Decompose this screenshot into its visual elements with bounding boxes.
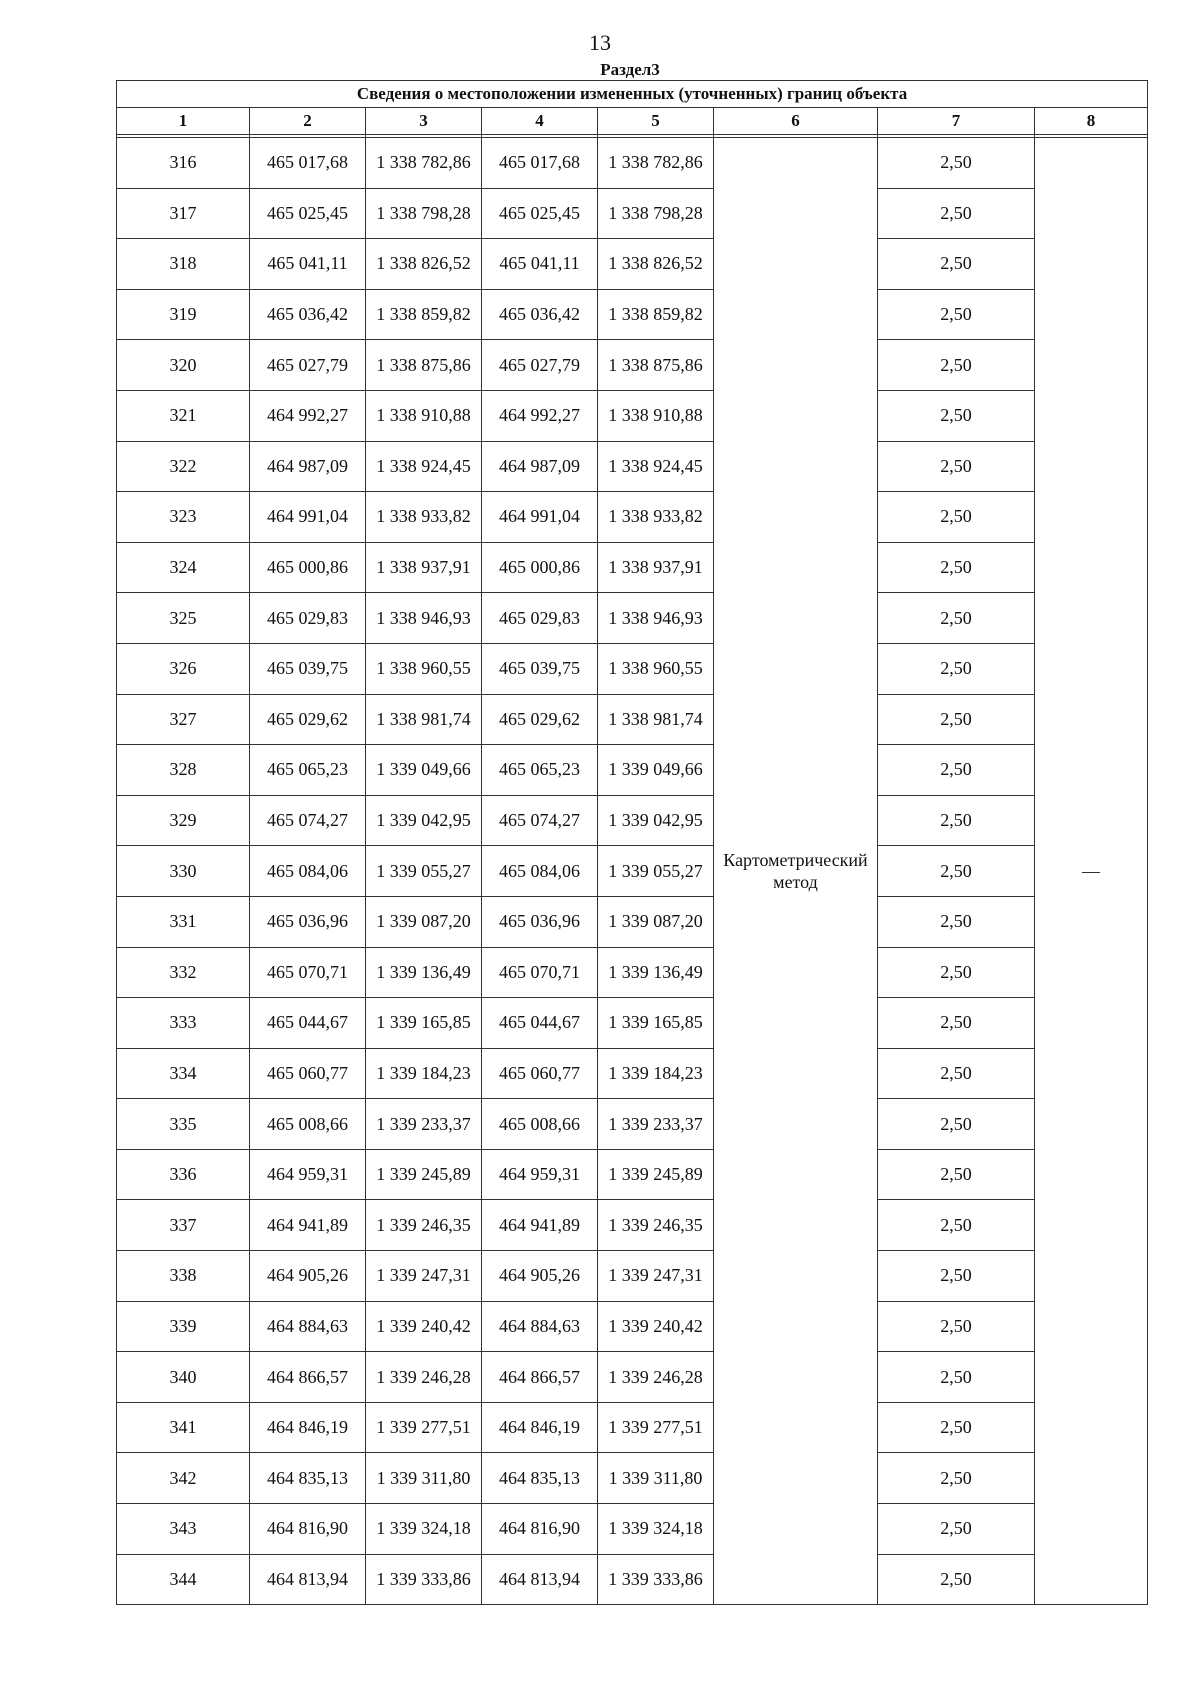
point-number-cell: 322: [117, 441, 250, 492]
existing-x-cell: 464 941,89: [250, 1200, 366, 1251]
existing-y-cell: 1 338 782,86: [366, 138, 482, 189]
existing-x-cell: 465 039,75: [250, 643, 366, 694]
refined-x-cell: 465 074,27: [482, 795, 598, 846]
refined-x-cell: 465 000,86: [482, 542, 598, 593]
point-number-cell: 336: [117, 1149, 250, 1200]
point-number-cell: 326: [117, 643, 250, 694]
point-number-cell: 327: [117, 694, 250, 745]
refined-x-cell: 464 992,27: [482, 390, 598, 441]
point-number-cell: 324: [117, 542, 250, 593]
existing-y-cell: 1 338 946,93: [366, 593, 482, 644]
existing-y-cell: 1 339 055,27: [366, 846, 482, 897]
point-number-cell: 325: [117, 593, 250, 644]
existing-x-cell: 464 866,57: [250, 1352, 366, 1403]
refined-y-cell: 1 338 937,91: [598, 542, 714, 593]
point-number-cell: 321: [117, 390, 250, 441]
refined-x-cell: 465 041,11: [482, 239, 598, 290]
accuracy-cell: 2,50: [878, 1200, 1035, 1251]
existing-x-cell: 465 017,68: [250, 138, 366, 189]
column-number-2: 2: [250, 108, 366, 135]
accuracy-cell: 2,50: [878, 896, 1035, 947]
existing-x-cell: 465 008,66: [250, 1099, 366, 1150]
refined-y-cell: 1 338 981,74: [598, 694, 714, 745]
point-number-cell: 317: [117, 188, 250, 239]
point-number-cell: 319: [117, 289, 250, 340]
point-number-cell: 339: [117, 1301, 250, 1352]
accuracy-cell: 2,50: [878, 390, 1035, 441]
refined-x-cell: 465 029,83: [482, 593, 598, 644]
point-number-cell: 316: [117, 138, 250, 189]
point-number-cell: 340: [117, 1352, 250, 1403]
refined-x-cell: 464 813,94: [482, 1554, 598, 1605]
accuracy-cell: 2,50: [878, 239, 1035, 290]
existing-y-cell: 1 339 311,80: [366, 1453, 482, 1504]
accuracy-cell: 2,50: [878, 745, 1035, 796]
refined-x-cell: 464 987,09: [482, 441, 598, 492]
point-number-cell: 318: [117, 239, 250, 290]
accuracy-cell: 2,50: [878, 643, 1035, 694]
existing-y-cell: 1 339 165,85: [366, 998, 482, 1049]
table-row: [117, 643, 1148, 694]
accuracy-cell: 2,50: [878, 289, 1035, 340]
existing-y-cell: 1 339 246,28: [366, 1352, 482, 1403]
refined-y-cell: 1 339 311,80: [598, 1453, 714, 1504]
refined-x-cell: 464 991,04: [482, 492, 598, 543]
table-row: [117, 542, 1148, 593]
refined-x-cell: 465 060,77: [482, 1048, 598, 1099]
refined-y-cell: 1 338 946,93: [598, 593, 714, 644]
refined-y-cell: 1 339 184,23: [598, 1048, 714, 1099]
page-number: 13: [589, 30, 611, 55]
existing-x-cell: 465 044,67: [250, 998, 366, 1049]
accuracy-cell: 2,50: [878, 441, 1035, 492]
point-number-cell: 334: [117, 1048, 250, 1099]
point-number-cell: 338: [117, 1251, 250, 1302]
accuracy-cell: 2,50: [878, 1048, 1035, 1099]
table-row: [117, 1301, 1148, 1352]
existing-y-cell: 1 339 233,37: [366, 1099, 482, 1150]
refined-y-cell: 1 339 233,37: [598, 1099, 714, 1150]
refined-x-cell: 465 039,75: [482, 643, 598, 694]
refined-x-cell: 465 027,79: [482, 340, 598, 391]
refined-x-cell: 465 029,62: [482, 694, 598, 745]
existing-x-cell: 464 905,26: [250, 1251, 366, 1302]
accuracy-cell: 2,50: [878, 542, 1035, 593]
existing-y-cell: 1 339 245,89: [366, 1149, 482, 1200]
table-row: [117, 340, 1148, 391]
table-row: [117, 745, 1148, 796]
refined-y-cell: 1 338 782,86: [598, 138, 714, 189]
existing-y-cell: 1 338 933,82: [366, 492, 482, 543]
existing-y-cell: 1 338 859,82: [366, 289, 482, 340]
existing-x-cell: 465 027,79: [250, 340, 366, 391]
accuracy-cell: 2,50: [878, 1251, 1035, 1302]
existing-y-cell: 1 339 136,49: [366, 947, 482, 998]
existing-x-cell: 464 884,63: [250, 1301, 366, 1352]
refined-x-cell: 464 941,89: [482, 1200, 598, 1251]
refined-y-cell: 1 338 960,55: [598, 643, 714, 694]
existing-x-cell: 465 084,06: [250, 846, 366, 897]
point-number-cell: 331: [117, 896, 250, 947]
table-row: [117, 1200, 1148, 1251]
table-row: [117, 795, 1148, 846]
refined-x-cell: 465 036,42: [482, 289, 598, 340]
accuracy-cell: 2,50: [878, 492, 1035, 543]
table-row: [117, 1402, 1148, 1453]
existing-y-cell: 1 339 333,86: [366, 1554, 482, 1605]
refined-y-cell: 1 339 165,85: [598, 998, 714, 1049]
refined-y-cell: 1 338 859,82: [598, 289, 714, 340]
table-row: [117, 492, 1148, 543]
accuracy-cell: 2,50: [878, 846, 1035, 897]
existing-y-cell: 1 338 937,91: [366, 542, 482, 593]
table-row: [117, 947, 1148, 998]
table-row: [117, 896, 1148, 947]
table-row: [117, 1352, 1148, 1403]
refined-x-cell: 465 065,23: [482, 745, 598, 796]
existing-y-cell: 1 338 875,86: [366, 340, 482, 391]
refined-y-cell: 1 339 246,35: [598, 1200, 714, 1251]
existing-y-cell: 1 338 826,52: [366, 239, 482, 290]
accuracy-cell: 2,50: [878, 795, 1035, 846]
table-row: [117, 1554, 1148, 1605]
existing-x-cell: 465 036,96: [250, 896, 366, 947]
existing-x-cell: 465 025,45: [250, 188, 366, 239]
boundary-coordinates-table: [116, 80, 1148, 1605]
accuracy-cell: 2,50: [878, 694, 1035, 745]
point-number-cell: 320: [117, 340, 250, 391]
accuracy-cell: 2,50: [878, 138, 1035, 189]
accuracy-cell: 2,50: [878, 1453, 1035, 1504]
accuracy-cell: 2,50: [878, 1301, 1035, 1352]
method-cell: Картометрический метод: [714, 138, 878, 1605]
existing-y-cell: 1 339 184,23: [366, 1048, 482, 1099]
column-number-7: 7: [878, 108, 1035, 135]
refined-x-cell: 464 866,57: [482, 1352, 598, 1403]
column-number-3: 3: [366, 108, 482, 135]
existing-x-cell: 465 060,77: [250, 1048, 366, 1099]
point-number-cell: 333: [117, 998, 250, 1049]
accuracy-cell: 2,50: [878, 188, 1035, 239]
existing-x-cell: 464 835,13: [250, 1453, 366, 1504]
point-number-cell: 329: [117, 795, 250, 846]
table-row: [117, 998, 1148, 1049]
existing-x-cell: 465 036,42: [250, 289, 366, 340]
accuracy-cell: 2,50: [878, 1554, 1035, 1605]
existing-x-cell: 465 000,86: [250, 542, 366, 593]
refined-y-cell: 1 339 087,20: [598, 896, 714, 947]
accuracy-cell: 2,50: [878, 998, 1035, 1049]
table-row: [117, 289, 1148, 340]
accuracy-cell: 2,50: [878, 1149, 1035, 1200]
existing-x-cell: 465 029,83: [250, 593, 366, 644]
existing-y-cell: 1 339 087,20: [366, 896, 482, 947]
refined-x-cell: 464 816,90: [482, 1504, 598, 1555]
existing-y-cell: 1 339 049,66: [366, 745, 482, 796]
point-number-cell: 344: [117, 1554, 250, 1605]
existing-y-cell: 1 339 042,95: [366, 795, 482, 846]
column-number-1: 1: [117, 108, 250, 135]
existing-y-cell: 1 339 277,51: [366, 1402, 482, 1453]
column-number-5: 5: [598, 108, 714, 135]
existing-y-cell: 1 339 324,18: [366, 1504, 482, 1555]
accuracy-cell: 2,50: [878, 1402, 1035, 1453]
existing-y-cell: 1 338 910,88: [366, 390, 482, 441]
accuracy-cell: 2,50: [878, 1099, 1035, 1150]
point-number-cell: 328: [117, 745, 250, 796]
point-number-cell: 342: [117, 1453, 250, 1504]
refined-x-cell: 464 905,26: [482, 1251, 598, 1302]
column-number-4: 4: [482, 108, 598, 135]
refined-x-cell: 465 036,96: [482, 896, 598, 947]
refined-y-cell: 1 338 875,86: [598, 340, 714, 391]
refined-x-cell: 464 846,19: [482, 1402, 598, 1453]
refined-x-cell: 465 070,71: [482, 947, 598, 998]
table-row: [117, 138, 1148, 189]
existing-x-cell: 464 813,94: [250, 1554, 366, 1605]
existing-x-cell: 465 070,71: [250, 947, 366, 998]
refined-x-cell: 465 084,06: [482, 846, 598, 897]
refined-y-cell: 1 339 136,49: [598, 947, 714, 998]
table-caption: Сведения о местоположении измененных (уточненных) границ объекта: [117, 81, 1148, 108]
point-number-cell: 332: [117, 947, 250, 998]
accuracy-cell: 2,50: [878, 340, 1035, 391]
refined-y-cell: 1 339 333,86: [598, 1554, 714, 1605]
accuracy-cell: 2,50: [878, 1352, 1035, 1403]
existing-x-cell: 464 846,19: [250, 1402, 366, 1453]
refined-x-cell: 464 835,13: [482, 1453, 598, 1504]
existing-y-cell: 1 339 247,31: [366, 1251, 482, 1302]
column-number-6: 6: [714, 108, 878, 135]
refined-y-cell: 1 338 933,82: [598, 492, 714, 543]
existing-y-cell: 1 338 981,74: [366, 694, 482, 745]
existing-y-cell: 1 339 240,42: [366, 1301, 482, 1352]
refined-x-cell: 465 025,45: [482, 188, 598, 239]
refined-y-cell: 1 339 240,42: [598, 1301, 714, 1352]
accuracy-cell: 2,50: [878, 1504, 1035, 1555]
refined-y-cell: 1 338 826,52: [598, 239, 714, 290]
refined-x-cell: 465 008,66: [482, 1099, 598, 1150]
table-row: [117, 1048, 1148, 1099]
refined-y-cell: 1 339 049,66: [598, 745, 714, 796]
section-title: Раздел3: [600, 60, 660, 79]
table-row: [117, 239, 1148, 290]
accuracy-cell: 2,50: [878, 593, 1035, 644]
refined-y-cell: 1 339 247,31: [598, 1251, 714, 1302]
note-cell: —: [1035, 138, 1148, 1605]
refined-y-cell: 1 338 798,28: [598, 188, 714, 239]
refined-y-cell: 1 338 910,88: [598, 390, 714, 441]
refined-y-cell: 1 339 277,51: [598, 1402, 714, 1453]
refined-x-cell: 465 017,68: [482, 138, 598, 189]
existing-x-cell: 464 959,31: [250, 1149, 366, 1200]
point-number-cell: 323: [117, 492, 250, 543]
table-row: [117, 1453, 1148, 1504]
table-row: [117, 441, 1148, 492]
existing-x-cell: 464 991,04: [250, 492, 366, 543]
table-row: [117, 1149, 1148, 1200]
refined-y-cell: 1 339 245,89: [598, 1149, 714, 1200]
table-row: [117, 1504, 1148, 1555]
existing-x-cell: 464 992,27: [250, 390, 366, 441]
point-number-cell: 343: [117, 1504, 250, 1555]
refined-x-cell: 464 884,63: [482, 1301, 598, 1352]
point-number-cell: 330: [117, 846, 250, 897]
existing-y-cell: 1 338 960,55: [366, 643, 482, 694]
refined-x-cell: 464 959,31: [482, 1149, 598, 1200]
refined-y-cell: 1 339 324,18: [598, 1504, 714, 1555]
refined-y-cell: 1 338 924,45: [598, 441, 714, 492]
table-row: [117, 390, 1148, 441]
refined-y-cell: 1 339 042,95: [598, 795, 714, 846]
existing-y-cell: 1 338 798,28: [366, 188, 482, 239]
point-number-cell: 341: [117, 1402, 250, 1453]
existing-y-cell: 1 339 246,35: [366, 1200, 482, 1251]
existing-x-cell: 465 029,62: [250, 694, 366, 745]
refined-y-cell: 1 339 246,28: [598, 1352, 714, 1403]
table-row: [117, 1251, 1148, 1302]
table-row: [117, 694, 1148, 745]
refined-y-cell: 1 339 055,27: [598, 846, 714, 897]
table-row: [117, 593, 1148, 644]
accuracy-cell: 2,50: [878, 947, 1035, 998]
existing-x-cell: 465 074,27: [250, 795, 366, 846]
table-row: [117, 188, 1148, 239]
existing-x-cell: 465 041,11: [250, 239, 366, 290]
existing-x-cell: 464 816,90: [250, 1504, 366, 1555]
table-row: [117, 846, 1148, 897]
point-number-cell: 337: [117, 1200, 250, 1251]
existing-y-cell: 1 338 924,45: [366, 441, 482, 492]
existing-x-cell: 464 987,09: [250, 441, 366, 492]
table-row: [117, 1099, 1148, 1150]
existing-x-cell: 465 065,23: [250, 745, 366, 796]
column-number-8: 8: [1035, 108, 1148, 135]
point-number-cell: 335: [117, 1099, 250, 1150]
refined-x-cell: 465 044,67: [482, 998, 598, 1049]
